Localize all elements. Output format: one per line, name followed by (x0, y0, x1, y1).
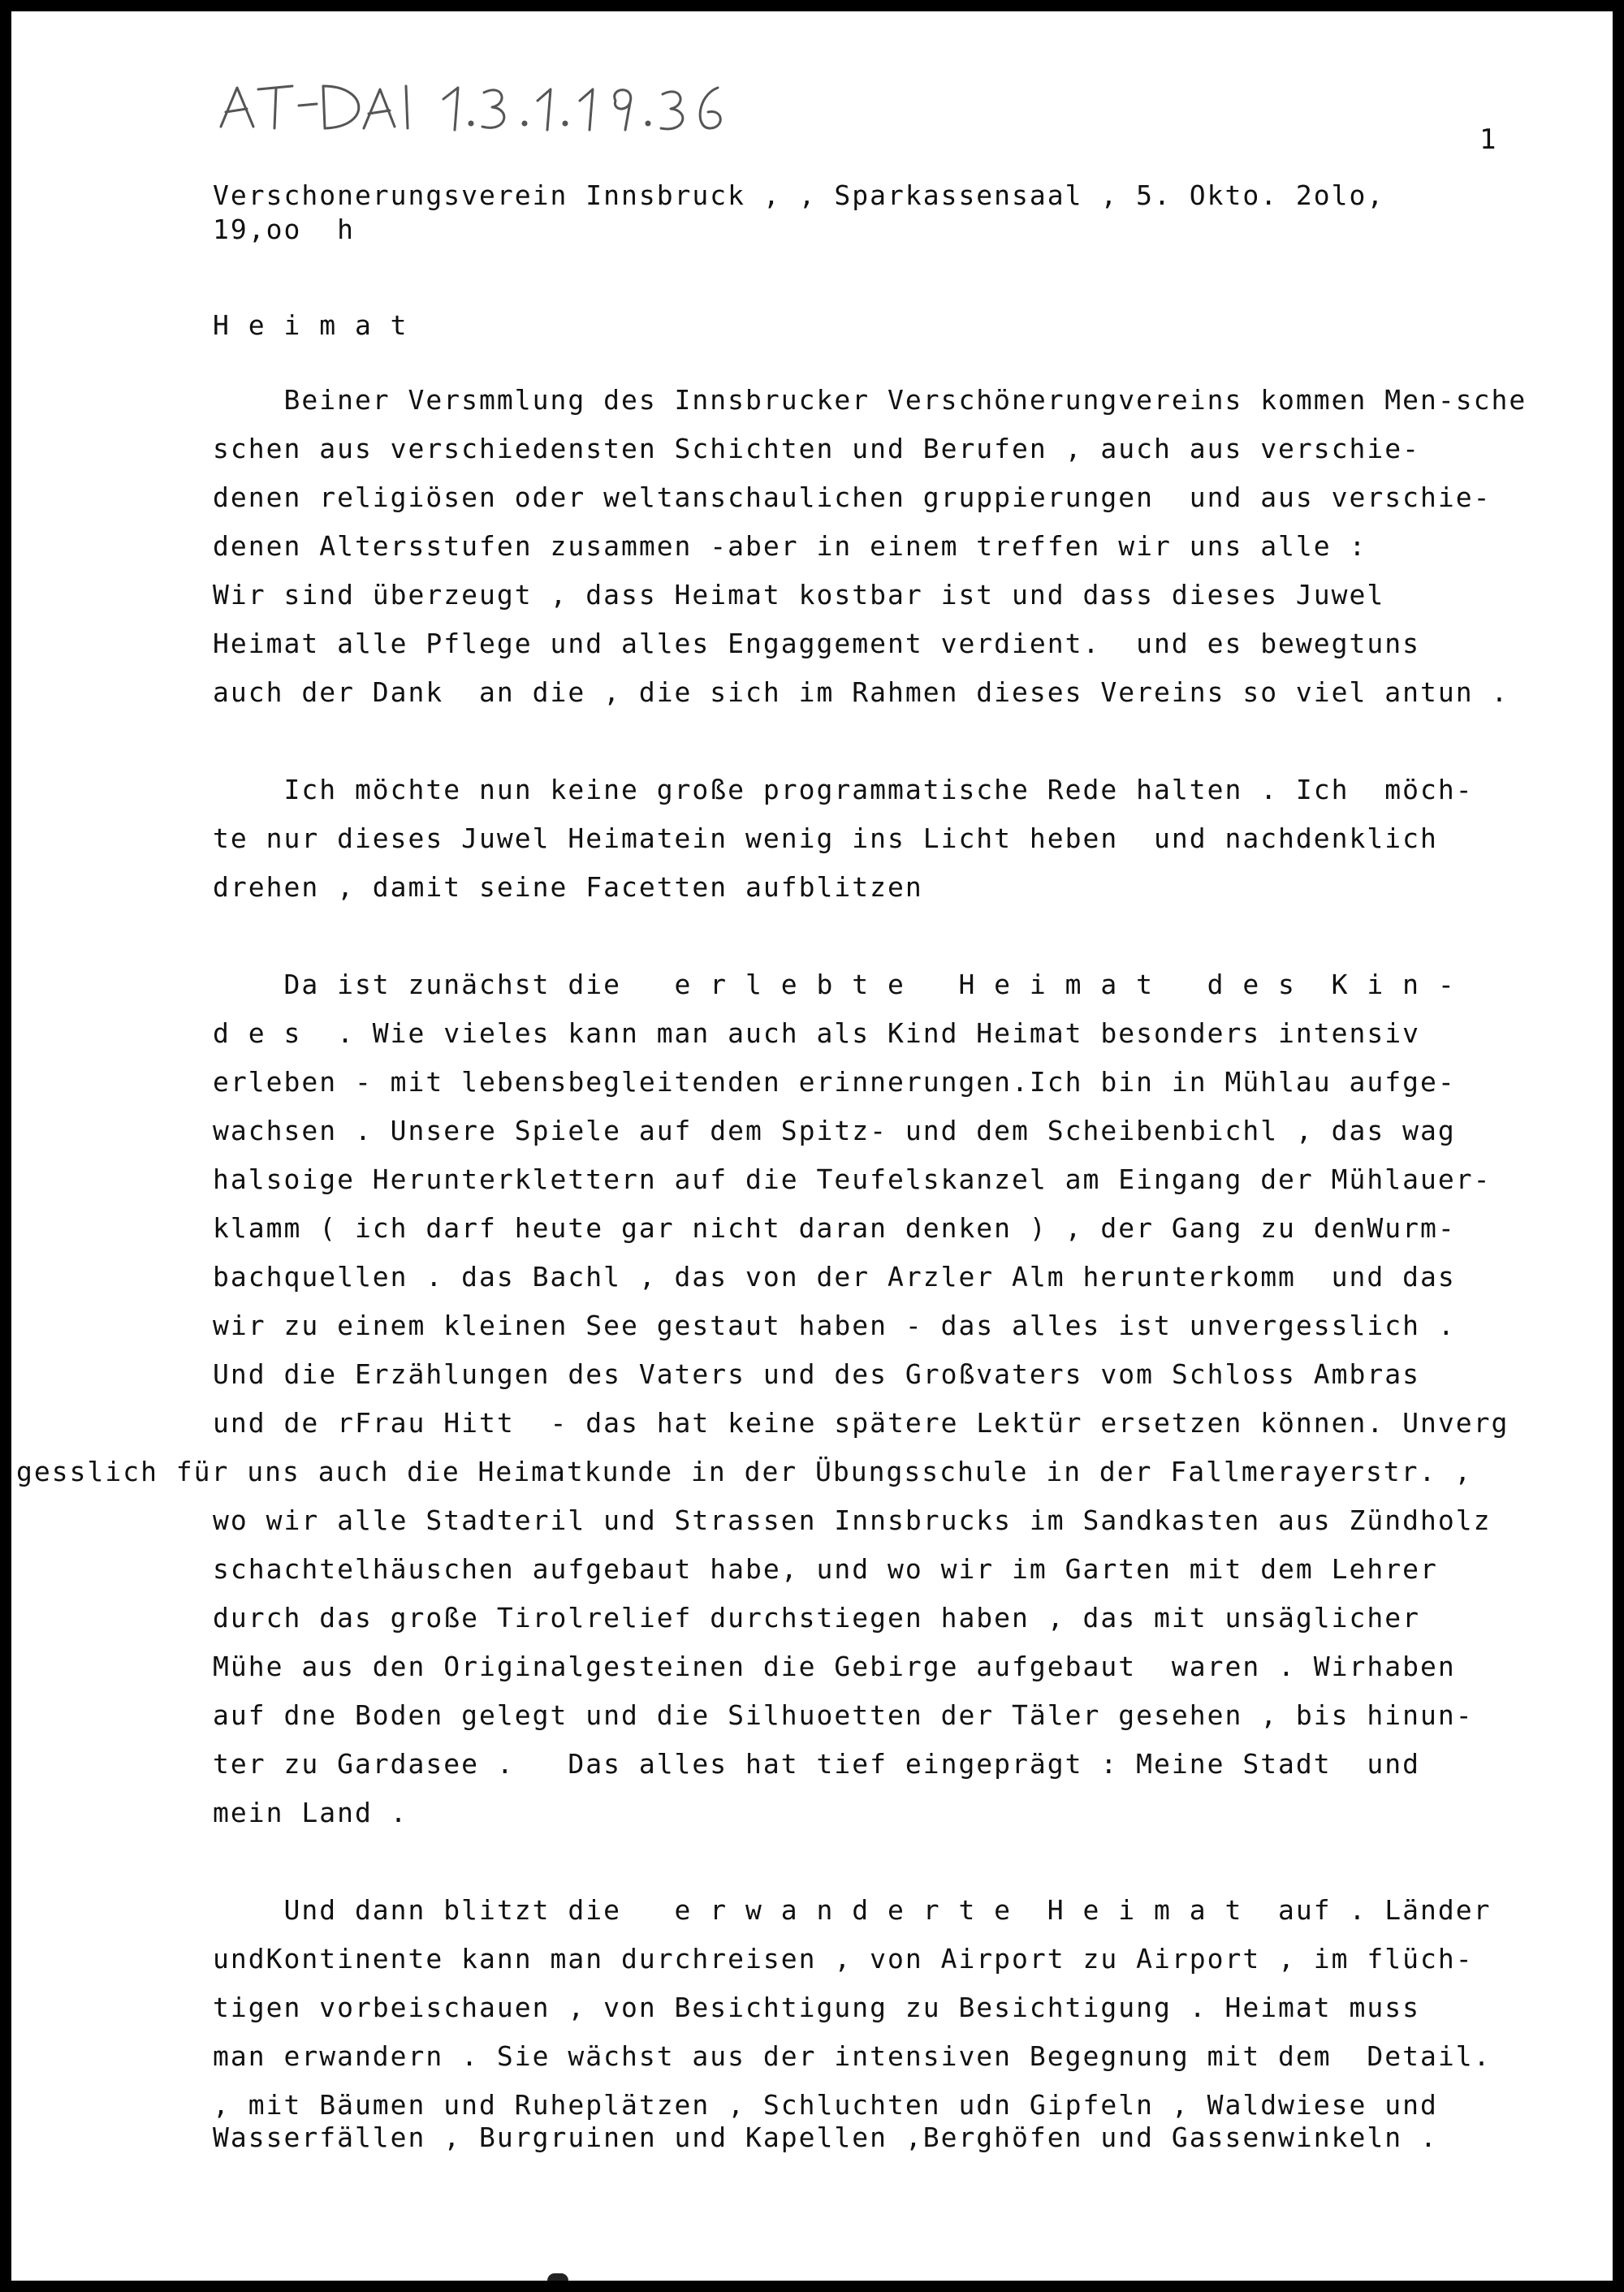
body-line: klamm ( ich darf heute gar nicht daran denken ) , der Gang zu denWurm- (213, 1212, 1456, 1244)
body-line: Beiner Versmmlung des Innsbrucker Verschönerungvereins kommen Men-sche (213, 384, 1527, 416)
document-page (11, 11, 1613, 2281)
body-line: wachsen . Unsere Spiele auf dem Spitz- und dem Scheibenbichl , das wag (213, 1115, 1456, 1146)
body-line: drehen , damit seine Facetten aufblitzen (213, 871, 923, 903)
handwriting-signature-graphic (214, 76, 831, 141)
body-line: bachquellen . das Bachl , das von der Arzler Alm herunterkomm und das (213, 1261, 1456, 1293)
document-title: H e i m a t (213, 309, 408, 341)
body-line: Heimat alle Pflege und alles Engaggement verdient. und es bewegtuns (213, 628, 1421, 659)
body-line: Wasserfällen , Burgruinen und Kapellen ,Berghöfen und Gassenwinkeln . (213, 2122, 1438, 2153)
body-line: d e s . Wie vieles kann man auch als Kind Heimat besonders intensiv (213, 1017, 1421, 1049)
body-line: auch der Dank an die , die sich im Rahmen dieses Vereins so viel antun . (213, 676, 1510, 708)
scan-mark (547, 2273, 568, 2281)
page-number: 1 (1479, 123, 1497, 156)
body-line: und de rFrau Hitt - das hat keine spätere Lektür ersetzen können. Unverg (213, 1407, 1510, 1439)
body-line: schen aus verschiedensten Schichten und Berufen , auch aus verschie- (213, 433, 1421, 464)
body-line: schachtelhäuschen aufgebaut habe, und wo wir im Garten mit dem Lehrer (213, 1553, 1438, 1585)
body-line: wir zu einem kleinen See gestaut haben - das alles ist unvergesslich . (213, 1310, 1456, 1341)
archive-signature-handwritten (214, 76, 831, 141)
body-line: Und die Erzählungen des Vaters und des Großvaters vom Schloss Ambras (213, 1358, 1421, 1390)
header-line-2: 19,oo h (213, 214, 355, 245)
body-line: denen religiösen oder weltanschaulichen gruppierungen und aus verschie- (213, 481, 1492, 513)
body-line: ter zu Gardasee . Das alles hat tief eingeprägt : Meine Stadt und (213, 1748, 1421, 1780)
body-line: Mühe aus den Originalgesteinen die Gebirge aufgebaut waren . Wirhaben (213, 1651, 1456, 1682)
body-line: te nur dieses Juwel Heimatein wenig ins Licht heben und nachdenklich (213, 822, 1438, 854)
body-line: wo wir alle Stadteril und Strassen Innsbrucks im Sandkasten aus Zündholz (213, 1504, 1492, 1536)
body-line: man erwandern . Sie wächst aus der intensiven Begegnung mit dem Detail. (213, 2040, 1492, 2072)
body-line: Und dann blitzt die e r w a n d e r t e H e i m a t auf . Länder (213, 1894, 1492, 1926)
body-line: durch das große Tirolrelief durchstiegen haben , das mit unsäglicher (213, 1602, 1421, 1634)
body-line: Ich möchte nun keine große programmatische Rede halten . Ich möch- (213, 774, 1474, 805)
body-line: Da ist zunächst die e r l e b t e H e i m a t d e s K i n - (213, 969, 1456, 1000)
body-line: denen Altersstufen zusammen -aber in einem treffen wir uns alle : (213, 530, 1367, 562)
body-line: auf dne Boden gelegt und die Silhuoetten der Täler gesehen , bis hinun- (213, 1699, 1474, 1731)
body-line: , mit Bäumen und Ruheplätzen , Schluchten udn Gipfeln , Waldwiese und (213, 2089, 1438, 2121)
body-line: Wir sind überzeugt , dass Heimat kostbar ist und dass dieses Juwel (213, 579, 1385, 611)
body-line: erleben - mit lebensbegleitenden erinnerungen.Ich bin in Mühlau aufge- (213, 1066, 1456, 1098)
body-line: mein Land . (213, 1797, 408, 1828)
body-line: halsoige Herunterklettern auf die Teufelskanzel am Eingang der Mühlauer- (213, 1163, 1492, 1195)
body-line: undKontinente kann man durchreisen , von Airport zu Airport , im flüch- (213, 1943, 1474, 1975)
body-line: gesslich für uns auch die Heimatkunde in der Übungsschule in der Fallmerayerstr. , (16, 1456, 1473, 1487)
body-line: tigen vorbeischauen , von Besichtigung zu Besichtigung . Heimat muss (213, 1992, 1421, 2023)
header-line-1: Verschonerungsverein Innsbruck , , Sparkassensaal , 5. Okto. 2olo, (213, 179, 1385, 211)
